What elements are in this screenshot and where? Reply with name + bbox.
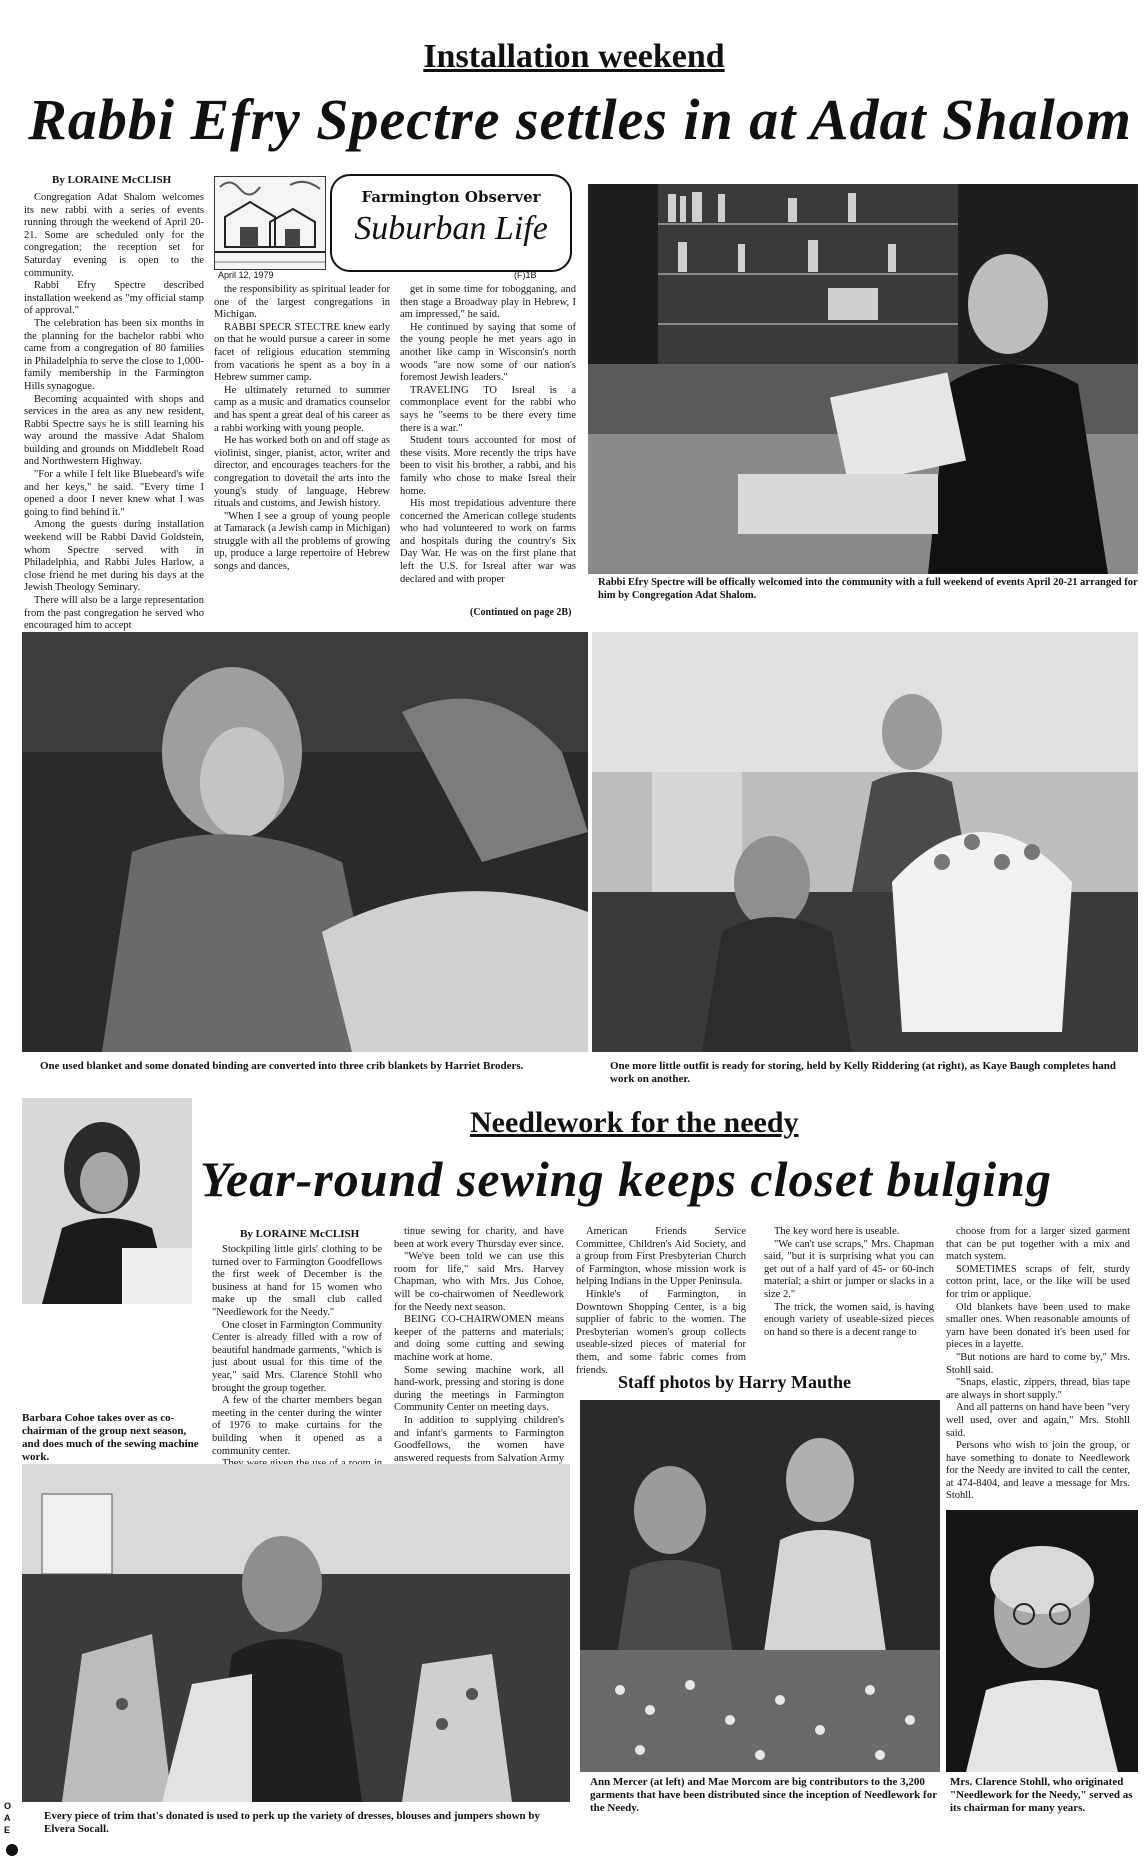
paragraph: Congregation Adat Shalom welcomes its new rabbi with a series of events running through the weekend of April 20-21. Some are scheduled only for the congregation; the reception set for Saturday evening is open to the community.	[24, 192, 204, 279]
article1-col1	[24, 192, 204, 633]
paragraph: "But notions are hard to come by," Mrs. Stohll said.	[946, 1351, 1130, 1376]
rabbi-at-desk-image	[588, 184, 1138, 574]
paragraph: His most trepidatious adventure there concerned the American college students who had volunteered to work on farms and hospitals during the country's Six Day War. He was on the first plane that left the U.S. for Isreal after war was declared and with proper	[400, 498, 576, 585]
trim-photo	[22, 1464, 570, 1802]
paragraph: One closet in Farmington Community Center is already filled with a row of beautiful handmade garments, "which is just about usual for this time of the year," said Mrs. Clarence Stohll who brought the group together.	[212, 1319, 382, 1394]
barbara-cohoe-image	[22, 1098, 192, 1304]
mercer-morcom-photo	[580, 1400, 940, 1772]
article2-col1	[212, 1244, 382, 1483]
paragraph: The celebration has been six months in the planning for the bachelor rabbi who came from a congregation of 80 families in Philadelphia to serve the close to 1,000-family membership in the Farmington Hills synagogue.	[24, 317, 204, 392]
paragraph: In addition to supplying children's and infant's garments to Farmington Goodfellows, the women have answered requests from Salvation Army	[394, 1414, 564, 1464]
woman-sewing-blanket-image	[22, 632, 588, 1052]
article2-col4	[764, 1226, 934, 1339]
punch-hole-icon	[6, 1844, 18, 1856]
stohll-caption: Mrs. Clarence Stohll, who originated "Needlework for the Needy," served as its chairman for many years.	[950, 1776, 1133, 1814]
paragraph: Becoming acquainted with shops and services in the area as any new resident, Rabbi Spectre says he is still learning his way around the massive Adat Shalom building and grounds on Middlebelt Road and Northwestern Highway.	[24, 393, 204, 468]
paragraph: American Friends Service Committee, Children's Aid Society, and a group from First Presbyterian Church of Farmington, whose mission work is helping Indians in the Upper Peninsula.	[576, 1226, 746, 1288]
masthead	[214, 168, 574, 278]
article1-col2	[214, 284, 390, 574]
paragraph: tinue sewing for charity, and have been at work every Thursday ever since.	[394, 1226, 564, 1250]
outfit-caption: One more little outfit is ready for storing, held by Kelly Riddering (at right), as Kaye Baugh completes hand work on another.	[610, 1060, 1116, 1085]
rabbi-photo	[588, 184, 1138, 574]
article2-col2	[394, 1226, 564, 1490]
mercer-caption: Ann Mercer (at left) and Mae Morcom are big contributors to the 3,200 garments that have been distributed since the inception of Needlework for the Needy.	[590, 1776, 937, 1814]
page-number: (F)1B	[514, 270, 537, 280]
paragraph: get in some time for tobogganing, and then stage a Broadway play in Hebrew, I am impressed," he said.	[400, 284, 576, 321]
paragraph: He has worked both on and off stage as violinist, singer, pianist, actor, writer and director, and encourages teachers for the congregation to dovetail the arts into the young's study of language, Hebrew rituals and customs, and Jewish history.	[214, 435, 390, 510]
masthead-box	[330, 174, 572, 272]
paragraph: The trick, the women said, is having enough variety of useable-sized pieces on hand so there is a decent range to	[764, 1301, 934, 1338]
article1-col3	[400, 284, 576, 586]
stohll-photo	[946, 1510, 1138, 1772]
paragraph: the responsibility as spiritual leader for one of the largest congregations in Michigan.	[214, 284, 390, 321]
continued-note: (Continued on page 2B)	[470, 607, 572, 618]
rabbi-caption: Rabbi Efry Spectre will be offically welcomed into the community with a full weekend of events April 20-21 arranged for him by Congregation Adat Shalom.	[598, 577, 1138, 601]
paragraph: Student tours accounted for most of these visits. More recently the trips have been to visit his brother, a rabbi, and his family who chose to make Isreal their home.	[400, 435, 576, 497]
paragraph: "Snaps, elastic, zippers, thread, bias tape are always in short supply."	[946, 1377, 1130, 1401]
paragraph: He continued by saying that some of the young people he met years ago in another like camp in Wisconsin's north woods "are now some of our nation's foremost Jewish leaders."	[400, 321, 576, 384]
section-name: Suburban Life	[354, 210, 548, 247]
paragraph: BEING CO-CHAIRWOMEN means keeper of the patterns and materials; and doing some cutting and sewing machine work at home.	[394, 1314, 564, 1363]
paragraph: Persons who wish to join the group, or have something to donate to Needlework for the Needy are invited to call the center, at 474-8404, and leave a message for Mrs. Stohll.	[946, 1440, 1130, 1502]
paragraph: Rabbi Efry Spectre described installation weekend as "my official stamp of approval."	[24, 280, 204, 317]
paragraph: "When I see a group of young people at Tamarack (a Jewish camp in Michigan) struggle with all the problems of growing up, produce a large repertoire of Hebrew songs and dances,	[214, 510, 390, 573]
paragraph: RABBI SPECR STECTRE knew early on that he would pursue a career in some facet of religious education stemming from vacations he spent as a boy in a Hebrew summer camp.	[214, 321, 390, 384]
paragraph: And all patterns on hand have been "very well used, over and again," Mrs. Stohll said.	[946, 1402, 1130, 1439]
trim-caption: Every piece of trim that's donated is used to perk up the variety of dresses, blouses and jumpers shown by Elvera Socall.	[44, 1810, 541, 1835]
byline-2: By LORAINE McCLISH	[240, 1228, 360, 1240]
paragraph: "We can't use scraps," Mrs. Chapman said, "but it is surprising what you can get out of a half yard of 45- or 60-inch material; a shirt or jumper or slacks in a size 2."	[764, 1238, 934, 1300]
paragraph: Stockpiling little girls' clothing to be turned over to Farmington Goodfellows the first week of December is the business at hand for 15 women who make up the small club called "Needlework for the Needy."	[212, 1244, 382, 1318]
section-kicker: Installation weekend	[423, 38, 725, 75]
women-sorting-buttons-image	[580, 1400, 940, 1772]
paragraph: "For a while I felt like Bluebeard's wife and her keys," he said. "Every time I opened a door I never knew what I was going to find behind it."	[24, 469, 204, 518]
blanket-photo	[22, 632, 588, 1052]
women-with-outfit-image	[592, 632, 1138, 1052]
paragraph: The key word here is useable.	[774, 1226, 900, 1237]
dresses-on-hangers-image	[22, 1464, 570, 1802]
outfit-photo	[592, 632, 1138, 1052]
article2-kicker: Needlework for the needy	[470, 1106, 799, 1139]
paragraph: choose from for a larger sized garment that can be put together with a mix and match system.	[946, 1226, 1130, 1263]
paragraph: A few of the charter members began meeting in the center during the winter of 1976 to make curtains for the building when it opened as a community center.	[212, 1395, 382, 1457]
article2-col5	[946, 1226, 1130, 1503]
paragraph: There will also be a large representation from the past congregation he served who encouraged him to accept	[24, 595, 204, 632]
article2-headline: Year-round sewing keeps closet bulging	[200, 1151, 1052, 1207]
cohoe-photo	[22, 1098, 192, 1304]
paragraph: TRAVELING TO Isreal is a commonplace event for the rabbi who says he "seems to be there every time there is a war."	[400, 384, 576, 434]
house-sketch-icon	[215, 177, 325, 269]
paragraph: Some sewing machine work, all hand-work, pressing and storing is done during the meetings in Farmington Community Center on meeting days.	[394, 1364, 564, 1414]
paragraph: Among the guests during installation weekend will be Rabbi David Goldstein, whom Spectre served with in Philadelphia, and Rabbi Jules Harlow, a close friend he met during his days at the Jewish Theology Seminary.	[24, 519, 204, 594]
masthead-sketch	[214, 176, 326, 270]
byline: By LORAINE McCLISH	[52, 174, 172, 186]
cohoe-caption: Barbara Cohoe takes over as co-chairman of the group next season, and does much of the sewing machine work.	[22, 1412, 199, 1463]
paragraph: SOMETIMES scraps of felt, sturdy cotton print, lace, or the like will be used for trim or applique.	[946, 1263, 1130, 1300]
margin-mark: OAE	[4, 1801, 12, 1835]
staff-photos-credit: Staff photos by Harry Mauthe	[618, 1372, 851, 1392]
paragraph: Hinkle's of Farmington, in Downtown Shopping Center, is a big supplier of fabric to the women. The Presbyterian women's group collects useable-sized pieces of material for them, and some fabric comes from friends.	[576, 1288, 746, 1376]
paper-name: Farmington Observer	[361, 188, 541, 206]
paragraph: Old blankets have been used to make smaller ones. When reasonable amounts of yarn have been donated it's been used for pieces in a layette.	[946, 1301, 1130, 1351]
article2-col3	[576, 1226, 746, 1377]
blanket-caption: One used blanket and some donated binding are converted into three crib blankets by Harriet Broders.	[40, 1060, 524, 1072]
mrs-stohll-image	[946, 1510, 1138, 1772]
paragraph: He ultimately returned to summer camp as a music and dramatics counselor and has spent a great deal of his career as a rabbi working with young people.	[214, 384, 390, 434]
paragraph: "We've been told we can use this room for life," said Mrs. Harvey Chapman, who with Mrs. Jus Cohoe, will be co-chairwomen of Needlework for the Needy next season.	[394, 1251, 564, 1313]
main-headline: Rabbi Efry Spectre settles in at Adat Shalom	[28, 87, 1132, 152]
issue-date: April 12, 1979	[218, 270, 274, 280]
